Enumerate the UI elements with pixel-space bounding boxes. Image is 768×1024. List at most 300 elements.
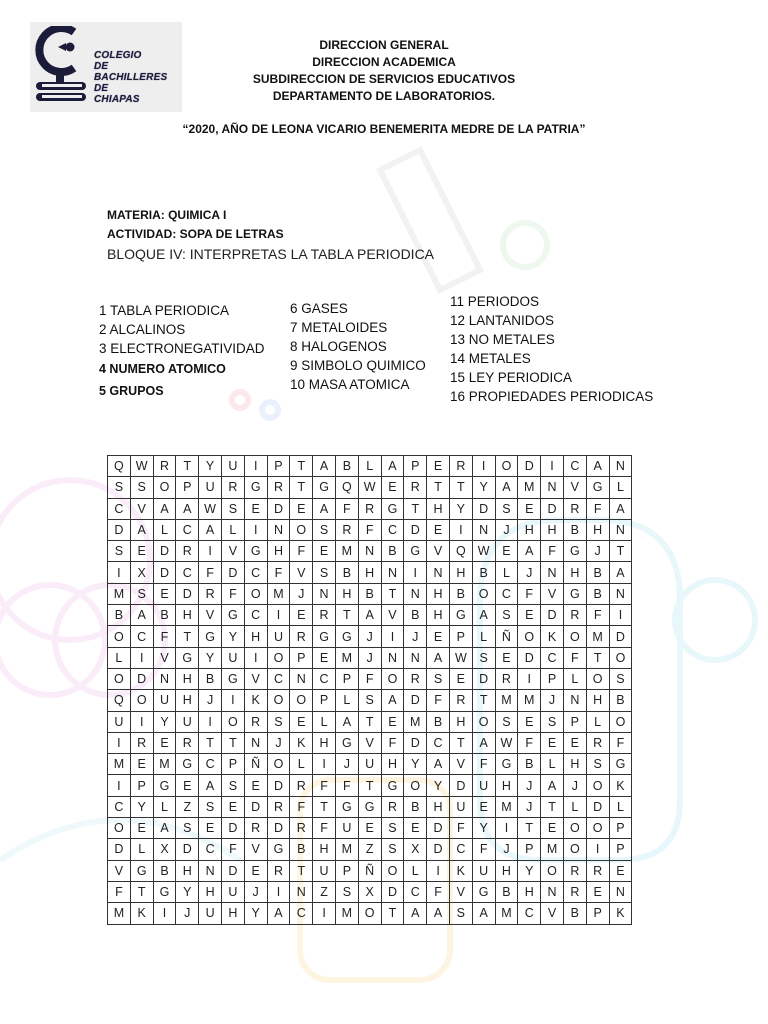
grid-cell[interactable]: H	[313, 839, 336, 860]
grid-cell[interactable]: G	[358, 796, 381, 817]
grid-cell[interactable]: U	[313, 860, 336, 881]
grid-cell[interactable]: N	[609, 583, 632, 604]
grid-cell[interactable]: O	[290, 690, 313, 711]
grid-cell[interactable]: K	[609, 903, 632, 924]
grid-cell[interactable]: J	[358, 626, 381, 647]
grid-cell[interactable]: S	[221, 775, 244, 796]
grid-cell[interactable]: F	[586, 605, 609, 626]
grid-cell[interactable]: M	[108, 903, 131, 924]
grid-cell[interactable]: Ñ	[244, 754, 267, 775]
grid-cell[interactable]: T	[290, 477, 313, 498]
grid-cell[interactable]: I	[267, 605, 290, 626]
grid-cell[interactable]: H	[381, 754, 404, 775]
grid-cell[interactable]: S	[267, 711, 290, 732]
grid-cell[interactable]: H	[518, 881, 541, 902]
grid-cell[interactable]: H	[176, 668, 199, 689]
grid-cell[interactable]: H	[541, 519, 564, 540]
grid-cell[interactable]: W	[130, 456, 153, 477]
grid-cell[interactable]: U	[221, 881, 244, 902]
grid-cell[interactable]: S	[358, 690, 381, 711]
grid-cell[interactable]: G	[313, 626, 336, 647]
grid-cell[interactable]: S	[586, 754, 609, 775]
grid-cell[interactable]: R	[153, 456, 176, 477]
grid-cell[interactable]: O	[563, 818, 586, 839]
grid-cell[interactable]: I	[244, 456, 267, 477]
grid-cell[interactable]: Z	[176, 796, 199, 817]
grid-cell[interactable]: F	[221, 839, 244, 860]
grid-cell[interactable]: A	[176, 498, 199, 519]
grid-cell[interactable]: O	[563, 626, 586, 647]
grid-cell[interactable]: J	[176, 903, 199, 924]
grid-cell[interactable]: B	[404, 605, 427, 626]
grid-cell[interactable]: S	[427, 668, 450, 689]
grid-cell[interactable]: N	[609, 519, 632, 540]
grid-cell[interactable]: D	[518, 456, 541, 477]
grid-cell[interactable]: B	[404, 796, 427, 817]
grid-cell[interactable]: G	[335, 732, 358, 753]
grid-cell[interactable]: R	[176, 732, 199, 753]
grid-cell[interactable]: R	[290, 626, 313, 647]
grid-cell[interactable]: H	[358, 562, 381, 583]
grid-cell[interactable]: A	[130, 519, 153, 540]
grid-cell[interactable]: E	[313, 541, 336, 562]
grid-cell[interactable]: J	[358, 647, 381, 668]
grid-cell[interactable]: E	[244, 498, 267, 519]
grid-cell[interactable]: O	[404, 775, 427, 796]
grid-cell[interactable]: O	[267, 690, 290, 711]
grid-cell[interactable]: V	[244, 839, 267, 860]
grid-cell[interactable]: A	[609, 562, 632, 583]
grid-cell[interactable]: A	[335, 711, 358, 732]
grid-cell[interactable]: C	[176, 519, 199, 540]
grid-cell[interactable]: M	[108, 583, 131, 604]
grid-cell[interactable]: F	[153, 626, 176, 647]
grid-cell[interactable]: C	[244, 605, 267, 626]
grid-cell[interactable]: E	[518, 498, 541, 519]
grid-cell[interactable]: B	[609, 690, 632, 711]
grid-cell[interactable]: B	[563, 903, 586, 924]
grid-cell[interactable]: M	[335, 647, 358, 668]
grid-cell[interactable]: P	[290, 647, 313, 668]
grid-cell[interactable]: P	[518, 839, 541, 860]
grid-cell[interactable]: H	[495, 775, 518, 796]
grid-cell[interactable]: I	[495, 818, 518, 839]
grid-cell[interactable]: D	[153, 562, 176, 583]
grid-cell[interactable]: G	[176, 647, 199, 668]
grid-cell[interactable]: S	[381, 839, 404, 860]
grid-cell[interactable]: G	[472, 881, 495, 902]
grid-cell[interactable]: G	[609, 754, 632, 775]
grid-cell[interactable]: A	[518, 541, 541, 562]
grid-cell[interactable]: D	[427, 818, 450, 839]
grid-cell[interactable]: E	[290, 605, 313, 626]
grid-cell[interactable]: N	[290, 668, 313, 689]
grid-cell[interactable]: A	[153, 818, 176, 839]
grid-cell[interactable]: F	[472, 754, 495, 775]
grid-cell[interactable]: H	[176, 605, 199, 626]
grid-cell[interactable]: K	[449, 860, 472, 881]
grid-cell[interactable]: O	[108, 626, 131, 647]
grid-cell[interactable]: J	[244, 881, 267, 902]
grid-cell[interactable]: D	[267, 498, 290, 519]
grid-cell[interactable]: E	[199, 818, 222, 839]
grid-cell[interactable]: J	[518, 775, 541, 796]
grid-cell[interactable]: F	[586, 498, 609, 519]
grid-cell[interactable]: J	[518, 562, 541, 583]
grid-cell[interactable]: H	[427, 796, 450, 817]
grid-cell[interactable]: N	[427, 562, 450, 583]
grid-cell[interactable]: L	[609, 477, 632, 498]
grid-cell[interactable]: V	[541, 583, 564, 604]
grid-cell[interactable]: L	[609, 796, 632, 817]
grid-cell[interactable]: Y	[221, 626, 244, 647]
grid-cell[interactable]: D	[176, 583, 199, 604]
grid-cell[interactable]: N	[244, 732, 267, 753]
grid-cell[interactable]: T	[427, 477, 450, 498]
grid-cell[interactable]: X	[130, 562, 153, 583]
grid-cell[interactable]: N	[404, 583, 427, 604]
grid-cell[interactable]: L	[313, 711, 336, 732]
grid-cell[interactable]: O	[472, 583, 495, 604]
grid-cell[interactable]: I	[313, 754, 336, 775]
grid-cell[interactable]: F	[563, 647, 586, 668]
grid-cell[interactable]: D	[427, 839, 450, 860]
grid-cell[interactable]: U	[199, 477, 222, 498]
grid-cell[interactable]: M	[404, 711, 427, 732]
grid-cell[interactable]: E	[586, 881, 609, 902]
grid-cell[interactable]: E	[427, 626, 450, 647]
grid-cell[interactable]: C	[267, 668, 290, 689]
grid-cell[interactable]: G	[244, 541, 267, 562]
grid-cell[interactable]: A	[427, 903, 450, 924]
grid-cell[interactable]: S	[130, 583, 153, 604]
grid-cell[interactable]: G	[563, 583, 586, 604]
grid-cell[interactable]: S	[495, 498, 518, 519]
grid-cell[interactable]: D	[244, 796, 267, 817]
grid-cell[interactable]: I	[199, 711, 222, 732]
grid-cell[interactable]: T	[358, 775, 381, 796]
grid-cell[interactable]: A	[153, 498, 176, 519]
grid-cell[interactable]: V	[541, 903, 564, 924]
grid-cell[interactable]: O	[290, 519, 313, 540]
grid-cell[interactable]: G	[153, 775, 176, 796]
grid-cell[interactable]: A	[472, 732, 495, 753]
grid-cell[interactable]: Y	[130, 796, 153, 817]
grid-cell[interactable]: V	[199, 605, 222, 626]
grid-cell[interactable]: G	[335, 796, 358, 817]
grid-cell[interactable]: W	[472, 541, 495, 562]
grid-cell[interactable]: F	[108, 881, 131, 902]
grid-cell[interactable]: G	[495, 754, 518, 775]
grid-cell[interactable]: Z	[313, 881, 336, 902]
grid-cell[interactable]: T	[199, 732, 222, 753]
grid-cell[interactable]: R	[313, 605, 336, 626]
grid-cell[interactable]: H	[449, 562, 472, 583]
grid-cell[interactable]: Y	[153, 711, 176, 732]
grid-cell[interactable]: F	[449, 818, 472, 839]
grid-cell[interactable]: L	[358, 456, 381, 477]
grid-cell[interactable]: C	[199, 839, 222, 860]
grid-cell[interactable]: C	[313, 668, 336, 689]
grid-cell[interactable]: A	[267, 903, 290, 924]
grid-cell[interactable]: G	[267, 839, 290, 860]
grid-cell[interactable]: E	[153, 732, 176, 753]
grid-cell[interactable]: D	[381, 881, 404, 902]
grid-cell[interactable]: A	[472, 903, 495, 924]
grid-cell[interactable]: F	[313, 818, 336, 839]
grid-cell[interactable]: G	[130, 860, 153, 881]
grid-cell[interactable]: J	[518, 796, 541, 817]
grid-cell[interactable]: O	[221, 711, 244, 732]
grid-cell[interactable]: Y	[472, 818, 495, 839]
grid-cell[interactable]: O	[541, 860, 564, 881]
grid-cell[interactable]: S	[381, 818, 404, 839]
grid-cell[interactable]: H	[586, 690, 609, 711]
grid-cell[interactable]: L	[586, 711, 609, 732]
grid-cell[interactable]: W	[449, 647, 472, 668]
grid-cell[interactable]: N	[404, 647, 427, 668]
grid-cell[interactable]: R	[586, 860, 609, 881]
grid-cell[interactable]: B	[495, 881, 518, 902]
grid-cell[interactable]: F	[381, 732, 404, 753]
grid-cell[interactable]: R	[244, 818, 267, 839]
grid-cell[interactable]: Y	[176, 881, 199, 902]
grid-cell[interactable]: B	[381, 541, 404, 562]
grid-cell[interactable]: J	[199, 690, 222, 711]
grid-cell[interactable]: Q	[108, 690, 131, 711]
grid-cell[interactable]: P	[541, 668, 564, 689]
grid-cell[interactable]: P	[335, 860, 358, 881]
grid-cell[interactable]: O	[267, 754, 290, 775]
grid-cell[interactable]: L	[335, 690, 358, 711]
grid-cell[interactable]: Z	[358, 839, 381, 860]
grid-cell[interactable]: P	[267, 456, 290, 477]
grid-cell[interactable]: E	[221, 796, 244, 817]
grid-cell[interactable]: U	[199, 903, 222, 924]
grid-cell[interactable]: B	[153, 605, 176, 626]
grid-cell[interactable]: G	[176, 754, 199, 775]
grid-cell[interactable]: Ñ	[358, 860, 381, 881]
grid-cell[interactable]: W	[358, 477, 381, 498]
grid-cell[interactable]: U	[358, 754, 381, 775]
grid-cell[interactable]: E	[244, 775, 267, 796]
grid-cell[interactable]: Y	[518, 860, 541, 881]
grid-cell[interactable]: E	[495, 647, 518, 668]
grid-cell[interactable]: S	[495, 711, 518, 732]
grid-cell[interactable]: E	[404, 818, 427, 839]
grid-cell[interactable]: Y	[199, 647, 222, 668]
grid-cell[interactable]: I	[130, 647, 153, 668]
grid-cell[interactable]: C	[563, 456, 586, 477]
grid-cell[interactable]: J	[563, 775, 586, 796]
grid-cell[interactable]: I	[541, 456, 564, 477]
grid-cell[interactable]: E	[541, 818, 564, 839]
grid-cell[interactable]: F	[518, 732, 541, 753]
grid-cell[interactable]: F	[472, 839, 495, 860]
grid-cell[interactable]: G	[449, 605, 472, 626]
grid-cell[interactable]: N	[472, 519, 495, 540]
grid-cell[interactable]: R	[563, 860, 586, 881]
grid-cell[interactable]: Y	[427, 775, 450, 796]
grid-cell[interactable]: M	[518, 477, 541, 498]
grid-cell[interactable]: R	[290, 818, 313, 839]
grid-cell[interactable]: E	[130, 541, 153, 562]
grid-cell[interactable]: I	[404, 562, 427, 583]
grid-cell[interactable]: K	[244, 690, 267, 711]
grid-cell[interactable]: H	[199, 881, 222, 902]
grid-cell[interactable]: C	[541, 647, 564, 668]
grid-cell[interactable]: S	[130, 477, 153, 498]
grid-cell[interactable]: P	[221, 754, 244, 775]
grid-cell[interactable]: I	[381, 626, 404, 647]
grid-cell[interactable]: V	[244, 668, 267, 689]
grid-cell[interactable]: E	[290, 711, 313, 732]
grid-cell[interactable]: V	[449, 881, 472, 902]
grid-cell[interactable]: L	[541, 754, 564, 775]
grid-cell[interactable]: R	[244, 711, 267, 732]
grid-cell[interactable]: A	[586, 456, 609, 477]
grid-cell[interactable]: D	[404, 690, 427, 711]
grid-cell[interactable]: B	[290, 839, 313, 860]
grid-cell[interactable]: H	[427, 498, 450, 519]
grid-cell[interactable]: B	[108, 605, 131, 626]
grid-cell[interactable]: O	[518, 626, 541, 647]
grid-cell[interactable]: G	[586, 477, 609, 498]
grid-cell[interactable]: D	[586, 796, 609, 817]
grid-cell[interactable]: O	[609, 647, 632, 668]
grid-cell[interactable]: O	[358, 903, 381, 924]
grid-cell[interactable]: K	[541, 626, 564, 647]
grid-cell[interactable]: A	[472, 605, 495, 626]
grid-cell[interactable]: M	[108, 754, 131, 775]
grid-cell[interactable]: N	[381, 562, 404, 583]
grid-cell[interactable]: D	[108, 839, 131, 860]
grid-cell[interactable]: I	[449, 519, 472, 540]
grid-cell[interactable]: V	[563, 477, 586, 498]
grid-cell[interactable]: L	[290, 754, 313, 775]
grid-cell[interactable]: X	[404, 839, 427, 860]
grid-cell[interactable]: B	[427, 711, 450, 732]
grid-cell[interactable]: E	[518, 711, 541, 732]
grid-cell[interactable]: S	[108, 541, 131, 562]
grid-cell[interactable]: I	[108, 732, 131, 753]
grid-cell[interactable]: F	[609, 732, 632, 753]
grid-cell[interactable]: M	[267, 583, 290, 604]
grid-cell[interactable]: T	[449, 732, 472, 753]
grid-cell[interactable]: O	[108, 668, 131, 689]
grid-cell[interactable]: E	[427, 456, 450, 477]
grid-cell[interactable]: D	[267, 818, 290, 839]
grid-cell[interactable]: E	[313, 647, 336, 668]
grid-cell[interactable]: T	[221, 732, 244, 753]
grid-cell[interactable]: E	[609, 860, 632, 881]
grid-cell[interactable]: E	[153, 583, 176, 604]
grid-cell[interactable]: A	[358, 605, 381, 626]
grid-cell[interactable]: O	[381, 860, 404, 881]
grid-cell[interactable]: P	[335, 668, 358, 689]
grid-cell[interactable]: B	[335, 456, 358, 477]
grid-cell[interactable]: P	[563, 711, 586, 732]
grid-cell[interactable]: J	[541, 690, 564, 711]
grid-cell[interactable]: F	[221, 583, 244, 604]
grid-cell[interactable]: E	[244, 860, 267, 881]
grid-cell[interactable]: A	[313, 456, 336, 477]
grid-cell[interactable]: Q	[449, 541, 472, 562]
grid-cell[interactable]: E	[541, 732, 564, 753]
grid-cell[interactable]: D	[472, 668, 495, 689]
grid-cell[interactable]: C	[518, 903, 541, 924]
grid-cell[interactable]: A	[130, 605, 153, 626]
grid-cell[interactable]: P	[586, 903, 609, 924]
grid-cell[interactable]: H	[244, 626, 267, 647]
grid-cell[interactable]: R	[221, 477, 244, 498]
grid-cell[interactable]: I	[244, 647, 267, 668]
grid-cell[interactable]: Y	[472, 477, 495, 498]
grid-cell[interactable]: S	[221, 498, 244, 519]
grid-cell[interactable]: I	[609, 605, 632, 626]
grid-cell[interactable]: R	[176, 541, 199, 562]
grid-cell[interactable]: T	[609, 541, 632, 562]
grid-cell[interactable]: W	[199, 498, 222, 519]
grid-cell[interactable]: I	[244, 519, 267, 540]
grid-cell[interactable]: J	[404, 626, 427, 647]
grid-cell[interactable]: F	[335, 775, 358, 796]
grid-cell[interactable]: F	[541, 541, 564, 562]
grid-cell[interactable]: H	[176, 690, 199, 711]
grid-cell[interactable]: M	[586, 626, 609, 647]
grid-cell[interactable]: T	[290, 860, 313, 881]
grid-cell[interactable]: M	[495, 690, 518, 711]
grid-cell[interactable]: H	[267, 541, 290, 562]
grid-cell[interactable]: N	[153, 668, 176, 689]
grid-cell[interactable]: E	[290, 498, 313, 519]
grid-cell[interactable]: L	[221, 519, 244, 540]
grid-cell[interactable]: C	[495, 583, 518, 604]
grid-cell[interactable]: U	[221, 456, 244, 477]
grid-cell[interactable]: M	[335, 541, 358, 562]
grid-cell[interactable]: K	[290, 732, 313, 753]
grid-cell[interactable]: O	[267, 647, 290, 668]
grid-cell[interactable]: J	[335, 754, 358, 775]
grid-cell[interactable]: P	[609, 818, 632, 839]
grid-cell[interactable]: A	[381, 456, 404, 477]
grid-cell[interactable]: U	[267, 626, 290, 647]
grid-cell[interactable]: V	[290, 562, 313, 583]
grid-cell[interactable]: I	[586, 839, 609, 860]
grid-cell[interactable]: L	[153, 519, 176, 540]
grid-cell[interactable]: A	[381, 690, 404, 711]
grid-cell[interactable]: J	[495, 519, 518, 540]
grid-cell[interactable]: R	[358, 498, 381, 519]
grid-cell[interactable]: T	[130, 881, 153, 902]
grid-cell[interactable]: E	[449, 668, 472, 689]
grid-cell[interactable]: R	[586, 732, 609, 753]
grid-cell[interactable]: O	[381, 668, 404, 689]
grid-cell[interactable]: C	[404, 881, 427, 902]
grid-cell[interactable]: R	[495, 668, 518, 689]
grid-cell[interactable]: D	[221, 860, 244, 881]
grid-cell[interactable]: F	[290, 541, 313, 562]
grid-cell[interactable]: K	[609, 775, 632, 796]
grid-cell[interactable]: N	[609, 456, 632, 477]
grid-cell[interactable]: H	[427, 583, 450, 604]
grid-cell[interactable]: R	[335, 519, 358, 540]
grid-cell[interactable]: N	[381, 647, 404, 668]
grid-cell[interactable]: G	[381, 775, 404, 796]
grid-cell[interactable]: O	[244, 583, 267, 604]
grid-cell[interactable]: B	[586, 562, 609, 583]
grid-cell[interactable]: F	[518, 583, 541, 604]
